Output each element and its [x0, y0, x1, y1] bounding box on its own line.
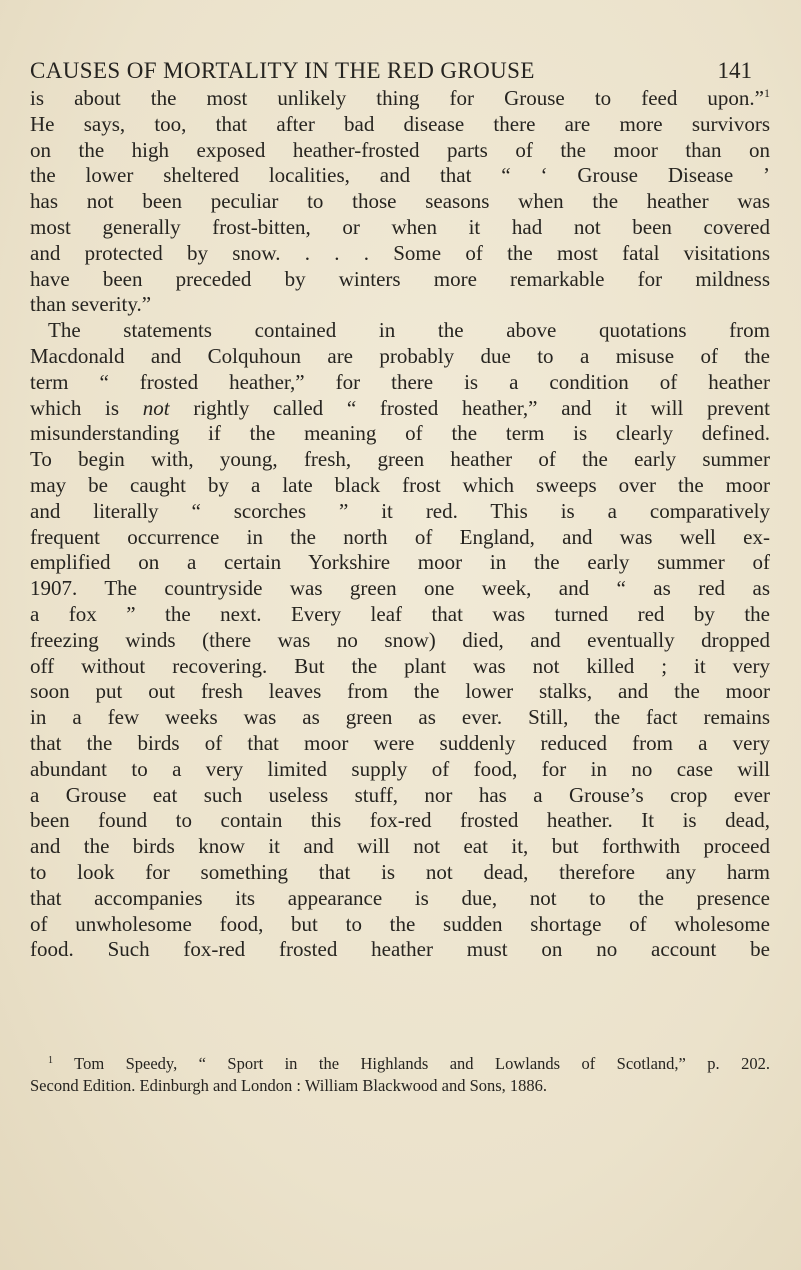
- text-line: which is not rightly called “ frosted heather,” and it will prevent: [30, 395, 770, 420]
- text-line: may be caught by a late black frost which sweeps over the moor: [30, 472, 770, 497]
- paragraph-start-line: The statements contained in the above quotations from: [48, 318, 770, 343]
- footnote-reference: 1: [764, 86, 770, 100]
- text-line: 1907. The countryside was green one week, and “ as red as: [30, 576, 770, 601]
- text-line: on the high exposed heather-frosted parts of the moor than on: [30, 137, 770, 162]
- running-title: CAUSES OF MORTALITY IN THE RED GROUSE: [30, 58, 535, 83]
- text-line: misunderstanding if the meaning of the term is clearly defined.: [30, 421, 770, 446]
- text-line: to look for something that is not dead, therefore any harm: [30, 859, 770, 884]
- text-line: freezing winds (there was no snow) died, and eventually dropped: [30, 627, 770, 652]
- text-line: a fox ” the next. Every leaf that was turned red by the: [30, 601, 770, 626]
- text-line: food. Such fox-red frosted heather must on no account be: [30, 937, 770, 962]
- text-line: frequent occurrence in the north of England, and was well ex-: [30, 524, 770, 549]
- footnotes: [30, 1053, 770, 1097]
- emphasized-word: not: [142, 395, 170, 420]
- text-line: most generally frost-bitten, or when it had not been covered: [30, 214, 770, 239]
- footnote-mark: 1: [48, 1055, 53, 1066]
- text-line: is about the most unlikely thing for Grouse to feed upon.”$^1$: [30, 86, 770, 110]
- text-line: that the birds of that moor were suddenly reduced from a very: [30, 730, 770, 755]
- body-text: [30, 86, 770, 963]
- text-line: a Grouse eat such useless stuff, nor has a Grouse’s crop ever: [30, 782, 770, 807]
- text-line: abundant to a very limited supply of food, for in no case will: [30, 756, 770, 781]
- text-line: in a few weeks was as green as ever. Still, the fact remains: [30, 705, 770, 730]
- page-number: 141: [717, 58, 752, 83]
- text-line: and protected by snow. . . . Some of the most fatal visitations: [30, 240, 770, 265]
- text-line: than severity.”: [30, 292, 152, 317]
- text-line: term “ frosted heather,” for there is a condition of heather: [30, 369, 770, 394]
- text-line: has not been peculiar to those seasons when the heather was: [30, 189, 770, 214]
- text-line: To begin with, young, fresh, green heather of the early summer: [30, 447, 770, 472]
- text-line: off without recovering. But the plant was not killed ; it very: [30, 653, 770, 678]
- text-line: Macdonald and Colquhoun are probably due to a misuse of the: [30, 343, 770, 368]
- text-line: soon put out fresh leaves from the lower stalks, and the moor: [30, 679, 770, 704]
- footnote: $^1$ Tom Speedy, “ Sport in the Highlands and Lowlands of Scotland,” p. 202.: [48, 1054, 770, 1073]
- text-line: and literally “ scorches ” it red. This is a comparatively: [30, 498, 770, 523]
- page-header: [30, 58, 770, 88]
- text-line: emplified on a certain Yorkshire moor in the early summer of: [30, 550, 770, 575]
- text-line: He says, too, that after bad disease there are more survivors: [30, 111, 770, 136]
- footnote-continuation: Second Edition. Edinburgh and London : William Blackwood and Sons, 1886.: [30, 1076, 548, 1095]
- text-line: have been preceded by winters more remarkable for mildness: [30, 266, 770, 291]
- text-line: the lower sheltered localities, and that “ ‘ Grouse Disease ’: [30, 163, 770, 188]
- text-line: and the birds know it and will not eat it, but forthwith proceed: [30, 834, 770, 859]
- text-line: been found to contain this fox-red frosted heather. It is dead,: [30, 808, 770, 833]
- text-line: of unwholesome food, but to the sudden shortage of wholesome: [30, 911, 770, 936]
- text-line: that accompanies its appearance is due, not to the presence: [30, 885, 770, 910]
